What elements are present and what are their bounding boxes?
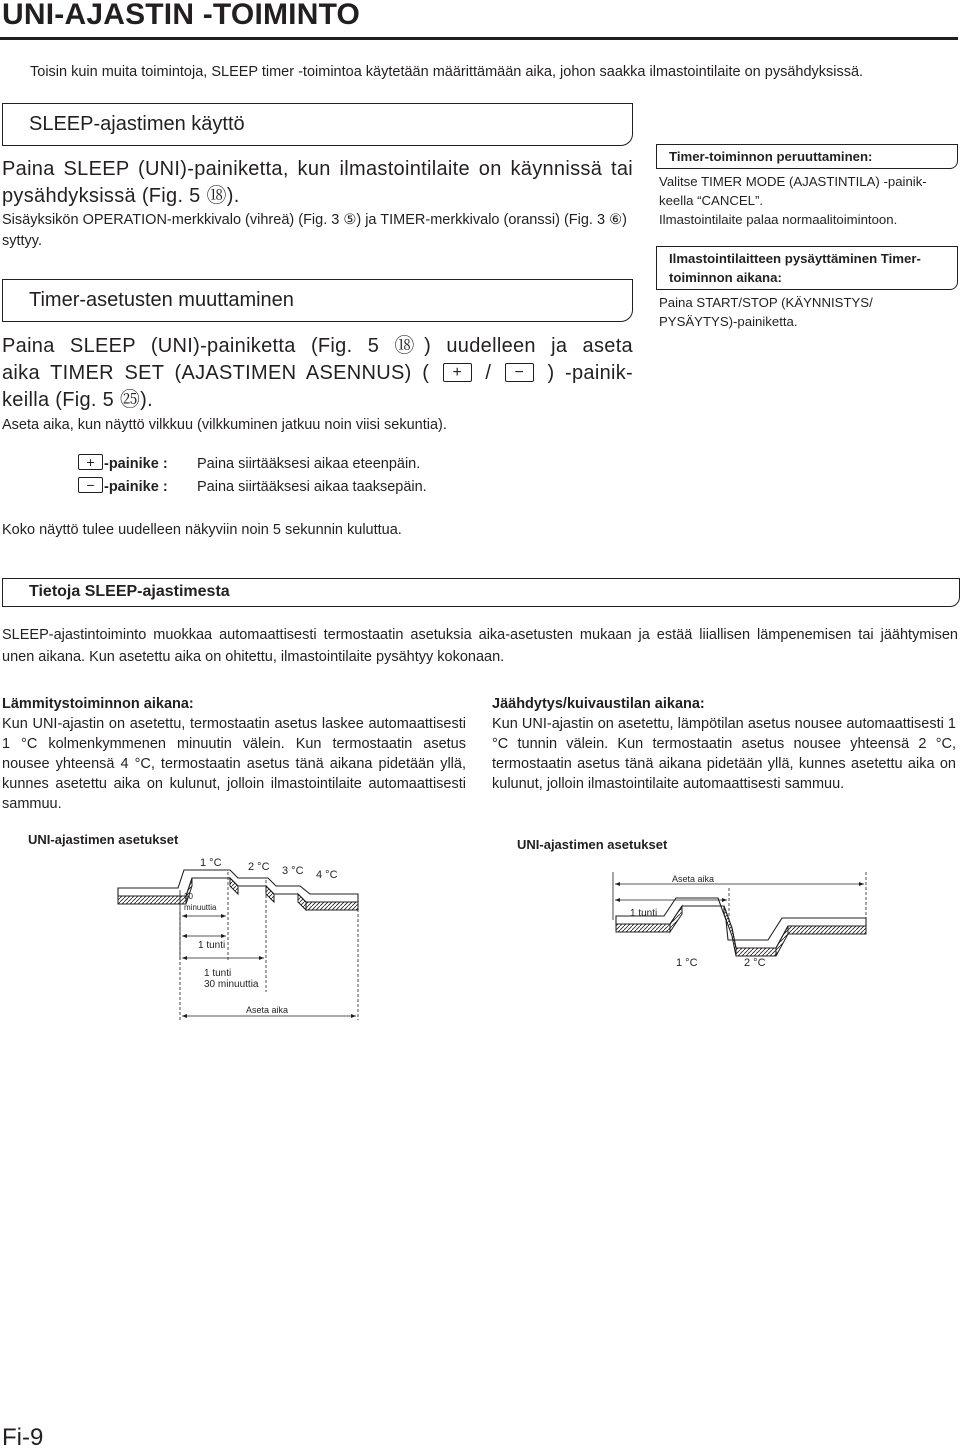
- button-desc: Paina siirtääksesi aikaa taaksepäin.: [197, 479, 427, 495]
- right-panel: [656, 144, 958, 331]
- page-title: UNI-AJASTIN -TOIMINTO: [2, 0, 361, 31]
- cancel-line: Valitse TIMER MODE (AJASTINTILA) -painik-: [659, 174, 927, 189]
- minus-key-icon: [78, 477, 103, 493]
- lead-part: aika TIMER SET (AJASTIMEN ASENNUS) (: [2, 362, 430, 384]
- button-key: [78, 453, 168, 475]
- section-heading-label: SLEEP-ajastimen käyttö: [29, 113, 245, 135]
- stop-text: [656, 293, 958, 331]
- step-band-side: [736, 948, 776, 956]
- slash: /: [485, 362, 492, 384]
- button-key-label: -painike :: [104, 456, 168, 472]
- minus-button-row: [0, 476, 600, 498]
- step-band-top: [616, 898, 866, 948]
- plus-key-icon: [443, 363, 472, 382]
- right-step-diagram: [492, 858, 952, 988]
- button-key-label: -painike :: [104, 479, 168, 495]
- section-heading-sleep-use: [2, 103, 633, 146]
- heating-heading: Lämmitystoiminnon aikana:: [2, 696, 194, 712]
- heating-column: [2, 694, 466, 814]
- label-aika: Aseta aika: [246, 1005, 289, 1015]
- cooling-column: [492, 694, 956, 794]
- step-band-side: [724, 906, 736, 956]
- right-diagram-title: UNI-ajastimen asetukset: [517, 837, 668, 852]
- timer-change-lead: [2, 333, 633, 414]
- sleep-use-text: Sisäyksikön OPERATION-merkkivalo (vihreä) (Fig. 3 ⑤) ja TIMER-merkkivalo (oranssi) (Fig. 3 ⑥) syttyy.: [2, 212, 627, 249]
- step-band-side: [118, 896, 186, 904]
- section-heading-timer-change: [2, 279, 633, 322]
- section-heading-about: [2, 578, 960, 607]
- timer-change-text: Aseta aika, kun näyttö vilkkuu (vilkkuminen jatkuu noin viisi sekuntia).: [2, 417, 447, 433]
- cancel-line: keella “CANCEL”.: [659, 193, 764, 208]
- label-minuuttia: minuuttia: [184, 903, 217, 912]
- lead-line: Paina SLEEP (UNI)-painiketta (Fig. 5 ⑱) uudelleen ja aseta: [2, 335, 633, 357]
- label-c1: 1 °C: [200, 857, 222, 869]
- cancel-line: Ilmastointilaite palaa normaalitoimintoon.: [659, 212, 898, 227]
- step-band-side: [616, 924, 670, 932]
- plus-button-row: [0, 453, 600, 475]
- label-1h: 1 tunti: [630, 908, 658, 919]
- page-number: Fi-9: [2, 1424, 44, 1451]
- label-c2: 2 °C: [744, 957, 766, 969]
- stop-heading-line: Ilmastointilaitteen pysäyttäminen Timer-: [669, 251, 921, 266]
- label-c1: 1 °C: [676, 957, 698, 969]
- minus-symbol: −: [514, 363, 525, 381]
- plus-symbol: +: [86, 454, 95, 470]
- cooling-text: Kun UNI-ajastin on asetettu, lämpötilan asetus nousee automaattisesti 1 °C tunnin välein. Kun termostaatin asetus nousee yhteensä 2 °C, termostaatin asetus tänä aikana pidetään yllä, kunnes asetettu aika on kulunut, jolloin ilmastointilaite automaattisesti sammuu.: [492, 716, 956, 792]
- lead-line: keilla (Fig. 5 ㉕).: [2, 389, 153, 411]
- title-rule: [0, 37, 958, 40]
- sleep-use-lead: Paina SLEEP (UNI)-painiketta, kun ilmastointilaite on käynnissä tai pysähdyksissä (Fig. 5 ⑱).: [2, 158, 633, 207]
- plus-key-icon: [78, 454, 103, 470]
- label-aika: Aseta aika: [672, 874, 715, 884]
- label-1h: 1 tunti: [198, 940, 226, 951]
- section-heading-label: Timer-asetusten muuttaminen: [29, 289, 294, 311]
- minus-key-icon: [505, 363, 534, 382]
- step-band-side: [306, 902, 358, 910]
- cancel-heading: Timer-toiminnon peruuttaminen:: [656, 144, 958, 169]
- plus-symbol: +: [452, 363, 463, 381]
- label-1h-b: 1 tunti: [204, 968, 232, 979]
- section-heading-label: Tietoja SLEEP-ajastimesta: [29, 583, 230, 600]
- label-30: 30: [184, 892, 193, 901]
- left-diagram-title: UNI-ajastimen asetukset: [28, 832, 179, 847]
- about-text: SLEEP-ajastintoiminto muokkaa automaattisesti termostaatin asetuksia aika-asetusten mukaan ja estää liiallisen lämpenemisen tai jäähtymisen unen aikana. Kun asetettu aika on ohitettu, ilmastointilaite pysähtyy kokonaan.: [2, 627, 958, 665]
- label-c2: 2 °C: [248, 861, 270, 873]
- stop-heading-line: toiminnon aikana:: [669, 270, 782, 285]
- koko-text: Koko näyttö tulee uudelleen näkyviin noin 5 sekunnin kuluttua.: [2, 522, 402, 538]
- button-desc: Paina siirtääksesi aikaa eteenpäin.: [197, 456, 421, 472]
- label-30min-b: 30 minuuttia: [204, 979, 259, 990]
- left-step-diagram: [0, 850, 480, 1030]
- step-band-side: [788, 926, 866, 934]
- cancel-text: [656, 172, 958, 229]
- intro-text: Toisin kuin muita toimintoja, SLEEP timer -toimintoa käytetään määrittämään aika, johon saakka ilmastointilaite on pysähdyksissä.: [30, 64, 864, 80]
- lead-line: [2, 360, 633, 387]
- stop-line: Paina START/STOP (KÄYNNISTYS/: [659, 295, 873, 310]
- label-c3: 3 °C: [282, 865, 304, 877]
- minus-symbol: −: [86, 477, 95, 493]
- stop-line: PYSÄYTYS)-painiketta.: [659, 314, 798, 329]
- label-c4: 4 °C: [316, 869, 338, 881]
- cooling-heading: Jäähdytys/kuivaustilan aikana:: [492, 696, 705, 712]
- lead-part: ) -painik-: [547, 362, 634, 384]
- heating-text: Kun UNI-ajastin on asetettu, termostaatin asetus laskee automaattisesti 1 °C kolmenkymmenen minuutin välein. Kun termostaatin asetus nousee yhteensä 4 °C, termostaatin asetus tänä aikana pidetään yllä, kunnes asetettu aika on kulunut, jolloin ilmastointilaite automaattisesti sammuu.: [2, 716, 466, 812]
- button-key: [78, 476, 168, 498]
- stop-heading: [656, 246, 958, 290]
